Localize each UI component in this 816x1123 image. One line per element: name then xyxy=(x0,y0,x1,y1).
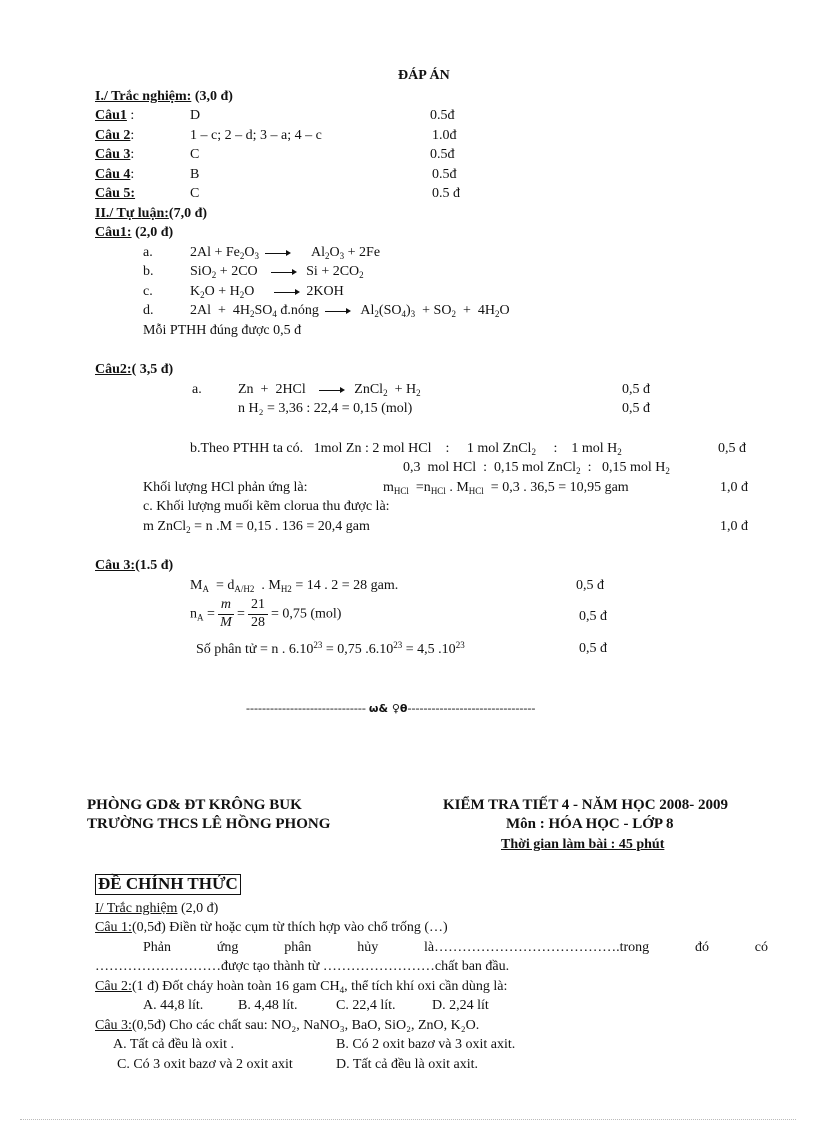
q3-line3 xyxy=(196,641,465,657)
page-bottom-rule xyxy=(20,1119,796,1120)
equation-a: $2Al + Fe_2O_3$ $Al_2O_3 + 2Fe$ xyxy=(190,245,381,261)
q3-line3-score: 0,5 đ xyxy=(579,641,607,656)
reaction-arrow-icon xyxy=(325,307,351,315)
q3-line3-mid: = 0,75 .6.10 xyxy=(322,642,394,657)
exam-q3-option-a: A. Tất cả đều là oxit . xyxy=(113,1037,235,1052)
q2-b-score: 0,5 đ xyxy=(718,441,746,456)
q3-line1: $M_A = d_{A/H2}$ . $M_{H2} = 14$ . 2 = 28 gam. xyxy=(190,578,399,594)
part1-heading xyxy=(95,89,233,104)
exam-q2-label: Câu 2: xyxy=(95,979,132,994)
divider-dashes-right: -------------------------------- xyxy=(407,701,536,715)
exponent: 23 xyxy=(393,640,403,650)
answer-row-5 xyxy=(95,186,135,201)
exam-q3-text: (0,5đ) Cho các chất sau: NO₂, NaNO₃, BaO, SiO₂, ZnO, K₂O. xyxy=(131,1018,480,1033)
answer-value: 1 – c; 2 – d; 3 – a; 4 – c xyxy=(190,128,322,143)
fraction-21-over-28 xyxy=(248,597,268,632)
answer-label: Câu1 xyxy=(95,108,127,123)
q3-line2: $n_A$ = $\frac{m}{M}$ = $\frac{21}{28}$ = 0,75 (mol) xyxy=(190,597,342,630)
fraction-denominator: M xyxy=(220,614,232,630)
answer-score: 0.5đ xyxy=(430,108,455,123)
answer-label: Câu 3 xyxy=(95,147,131,162)
answer-score: 0.5 đ xyxy=(432,186,460,201)
exam-subject: Môn : HÓA HỌC - LỚP 8 xyxy=(506,816,674,832)
equation-d: $2Al + 4H_2SO_4$ đ.nóng $Al_2(SO_4)_3 + SO_2 + 4H_2O$ xyxy=(190,303,510,319)
part2-points: (7,0 đ) xyxy=(168,206,208,221)
exam-q1 xyxy=(95,920,448,935)
exam-q1-text: (0,5đ) Điền từ hoặc cụm từ thích hợp vào chổ trống (…) xyxy=(131,920,448,935)
q2-mass-result: = 0,3 . 36,5 = 10,95 gam xyxy=(490,480,629,495)
divider-dashes-left: ------------------------------ xyxy=(246,701,369,715)
answer-score: 0.5đ xyxy=(432,167,457,182)
exam-q3 xyxy=(95,1018,479,1033)
reaction-arrow-icon xyxy=(274,288,300,296)
exam-q2: Câu 2:(1 đ) Đốt cháy hoàn toàn 16 gam $CH_4$, thể tích khí oxi cần dùng là: xyxy=(95,979,508,995)
word: phân xyxy=(284,940,312,955)
q2-c-result: = n .M = 0,15 . 136 = 20,4 gam xyxy=(194,519,370,534)
exam-time: Thời gian làm bài : 45 phút xyxy=(501,837,665,852)
q3-line1-result: = 14 . 2 = 28 gam. xyxy=(295,578,399,593)
answer-sep: : xyxy=(130,128,135,143)
fraction-numerator: m xyxy=(218,597,234,615)
reaction-arrow-icon xyxy=(271,268,297,276)
exponent: 23 xyxy=(313,640,323,650)
divider-ornament-icon: ω& ♀θ xyxy=(368,702,408,715)
q1-heading-label: Câu1: xyxy=(95,225,132,240)
q1-heading xyxy=(95,225,173,240)
q2-points: ( 3,5 đ) xyxy=(131,362,174,377)
q2-c-text: c. Khối lượng muối kẽm clorua thu được là: xyxy=(143,499,390,514)
word: Phản xyxy=(143,940,171,955)
q3-line2-score: 0,5 đ xyxy=(579,609,607,624)
q2-heading xyxy=(95,362,173,377)
q2-a-label: a. xyxy=(192,382,202,397)
word: hủy xyxy=(357,940,379,955)
equation-b: SiO$_2$ + 2CO $Si + 2CO_2$ xyxy=(190,264,364,280)
q2-mass-formula: $m_{HCl} =n_{HCl}$ . $M_{HCl} = 0,3$ . 36,5 = 10,95 gam xyxy=(383,480,629,496)
fraction-denominator: 28 xyxy=(250,614,265,630)
q2-b-ratio-line2: 0,3 mol HCl : 0,15 mol ZnCl$_2$ : 0,15 mol $H_2$ xyxy=(403,460,670,476)
exam-q2-text: (1 đ) Đốt cháy hoàn toàn 16 gam CH xyxy=(131,979,340,994)
q3-line3-prefix: Số phân tử = n . 6.10 xyxy=(196,642,314,657)
q2-mass-score: 1,0 đ xyxy=(720,480,748,495)
q3-heading xyxy=(95,558,173,573)
answer-row-2 xyxy=(95,128,134,143)
exam-q2-option-b: B. 4,48 lít. xyxy=(238,998,298,1013)
part2-heading xyxy=(95,206,207,221)
answer-score: 1.0đ xyxy=(432,128,457,143)
answer-label: Câu 5: xyxy=(95,186,136,201)
q2-b-ratio-line1: b.Theo PTHH ta có. 1mol Zn : 2 mol HCl : 1 mol ZnCl$_2$ : 1 mol $H_2$ xyxy=(190,441,622,457)
q2-mass-label: Khối lượng HCl phản ứng là: xyxy=(143,480,308,495)
answer-sep: : xyxy=(126,108,135,123)
answer-row-3 xyxy=(95,147,134,162)
q3-heading-label: Câu 3: xyxy=(95,558,136,573)
q1-note: Mỗi PTHH đúng được 0,5 đ xyxy=(143,323,302,338)
answer-value: B xyxy=(190,167,200,182)
section-divider xyxy=(246,702,535,715)
q2-a-score1: 0,5 đ xyxy=(622,382,650,397)
official-stamp: ĐỀ CHÍNH THỨC xyxy=(95,874,241,895)
q2-c-score: 1,0 đ xyxy=(720,519,748,534)
school-name: TRƯỜNG THCS LÊ HỒNG PHONG xyxy=(87,816,331,832)
exam-title: KIỂM TRA TIẾT 4 - NĂM HỌC 2008- 2009 xyxy=(443,797,729,813)
exam-q3-option-d: D. Tất cả đều là oxit axit. xyxy=(336,1057,479,1072)
q3-points: (1.5 đ) xyxy=(135,558,174,573)
q2-heading-label: Câu2: xyxy=(95,362,132,377)
exponent: 23 xyxy=(455,640,465,650)
q2-a-line2: n H₂ = 3,36 : 22,4 = 0,15 (mol) xyxy=(238,401,413,416)
exam-part1-points: (2,0 đ) xyxy=(177,901,219,916)
word: là………………………………….trong xyxy=(424,940,650,955)
exam-q3-label: Câu 3: xyxy=(95,1018,132,1033)
answer-row-4 xyxy=(95,167,134,182)
exam-q2-option-d: D. 2,24 lít xyxy=(432,998,489,1013)
exam-q2-option-a: A. 44,8 lít. xyxy=(143,998,204,1013)
eq-label-a: a. xyxy=(143,245,153,260)
part2-heading-label: II./ Tự luận: xyxy=(95,206,169,221)
dept-name: PHÒNG GD& ĐT KRÔNG BUK xyxy=(87,797,302,813)
q3-line1-score: 0,5 đ xyxy=(576,578,604,593)
reaction-condition: đ.nóng xyxy=(280,303,319,318)
q1-points: (2,0 đ) xyxy=(135,225,174,240)
exam-q2-text-end: , thể tích khí oxi cần dùng là: xyxy=(344,979,508,994)
word: ứng xyxy=(216,940,239,955)
exam-q3-option-c: C. Có 3 oxit bazơ và 2 oxit axit xyxy=(117,1057,293,1072)
exam-q1-label: Câu 1: xyxy=(95,920,132,935)
part1-heading-label: I./ Trắc nghiệm: xyxy=(95,89,192,104)
answer-value: D xyxy=(190,108,201,123)
q2-a-score2: 0,5 đ xyxy=(622,401,650,416)
part1-points: (3,0 đ) xyxy=(194,89,233,104)
fraction-numerator: 21 xyxy=(248,597,268,615)
reaction-arrow-icon xyxy=(319,386,345,394)
q2-b-intro: b.Theo PTHH ta có. xyxy=(190,441,304,456)
eq-label-d: d. xyxy=(143,303,154,318)
answer-key-title: ĐÁP ÁN xyxy=(398,68,450,83)
exam-q3-option-b: B. Có 2 oxit bazơ và 3 oxit axit. xyxy=(336,1037,516,1052)
answer-value: C xyxy=(190,186,200,201)
answer-label: Câu 4 xyxy=(95,167,131,182)
exam-q1-line3: ………………………được tạo thành từ ……………………chất ban đầu. xyxy=(95,959,510,974)
eq-label-b: b. xyxy=(143,264,154,279)
word: đó xyxy=(694,940,709,955)
answer-sep: : xyxy=(130,167,135,182)
exam-q1-line2 xyxy=(143,940,768,955)
equation-c: $K_2O + H_2O$ 2KOH xyxy=(190,284,344,300)
q2-equation: Zn + 2HCl ZnCl$_2$ + $H_2$ xyxy=(238,382,421,398)
answer-value: C xyxy=(190,147,200,162)
exam-part1-label: I/ Trắc nghiệm xyxy=(95,901,178,916)
answer-label: Câu 2 xyxy=(95,128,131,143)
exam-q2-option-c: C. 22,4 lít. xyxy=(336,998,396,1013)
reaction-arrow-icon xyxy=(265,249,291,257)
word: có xyxy=(754,940,768,955)
q3-line3-end: = 4,5 .10 xyxy=(402,642,456,657)
answer-row-1 xyxy=(95,108,134,123)
q2-c-formula: m ZnCl$_2$ = n .M = 0,15 . 136 = 20,4 gam xyxy=(143,519,370,535)
fraction-m-over-M xyxy=(218,597,234,632)
answer-sep: : xyxy=(130,147,135,162)
q3-line2-result: = 0,75 (mol) xyxy=(270,606,342,622)
exam-part1-heading xyxy=(95,901,218,916)
answer-score: 0.5đ xyxy=(430,147,455,162)
eq-label-c: c. xyxy=(143,284,153,299)
